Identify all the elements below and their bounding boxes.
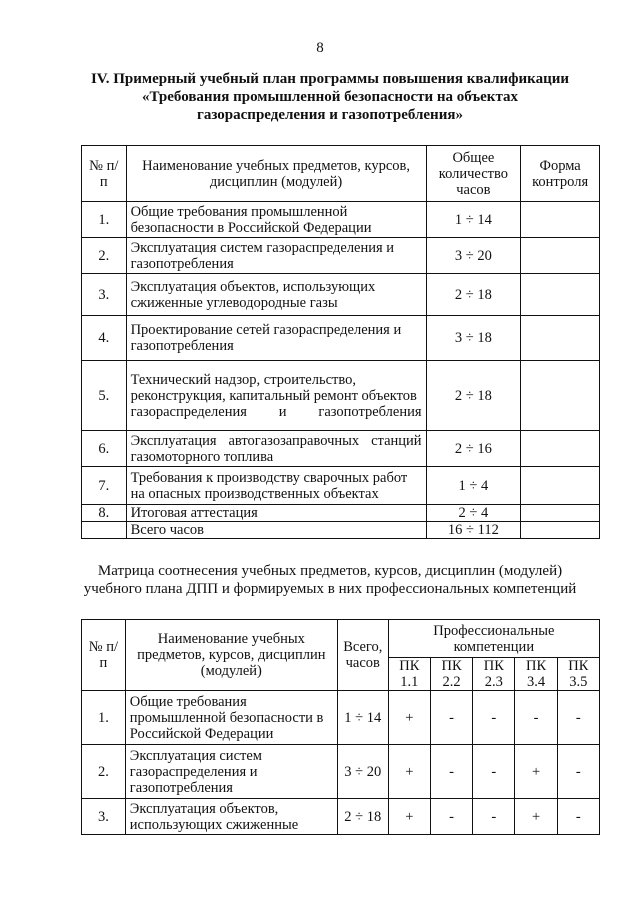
header-hours: Общее количество часов	[426, 146, 521, 202]
plan-row	[82, 431, 600, 467]
header-form: Форма контроля	[521, 146, 600, 202]
header-name: Наименование учебных предметов, курсов, дисциплин (модулей)	[126, 146, 426, 202]
row-num: 5.	[82, 361, 127, 431]
matrix-row-num: 2.	[82, 745, 126, 799]
row-form	[521, 274, 600, 316]
matrix-mark: -	[473, 745, 515, 799]
row-num: 7.	[82, 467, 127, 505]
row-num: 1.	[82, 202, 127, 238]
row-form	[521, 431, 600, 467]
matrix-mark: -	[473, 799, 515, 835]
row-name: Эксплуатация автогазозаправочных станций газомоторного топлива	[126, 431, 426, 467]
pk-header: ПК 3.4	[515, 658, 557, 691]
matrix-row-num: 1.	[82, 691, 126, 745]
matrix-row	[82, 745, 600, 799]
row-form	[521, 361, 600, 431]
matrix-header-num: № п/п	[82, 620, 126, 691]
matrix-row-num: 3.	[82, 799, 126, 835]
pk-header: ПК 2.3	[473, 658, 515, 691]
matrix-title	[70, 562, 590, 598]
row-num: 3.	[82, 274, 127, 316]
plan-row	[82, 316, 600, 361]
matrix-header-total: Всего, часов	[337, 620, 388, 691]
row-hours: 2 ÷ 4	[426, 505, 521, 522]
row-name: Эксплуатация систем газораспределения и газопотребления	[126, 238, 426, 274]
row-name: Технический надзор, строительство, реконструкция, капитальный ремонт объектов газораспределения и газопотребления	[126, 361, 426, 431]
competency-matrix-table	[81, 619, 600, 835]
matrix-row-name: Эксплуатация систем газораспределения и газопотребления	[125, 745, 337, 799]
plan-total-row	[82, 522, 600, 539]
title-line-1: IV. Примерный учебный план программы повышения квалификации	[90, 71, 570, 87]
row-form	[521, 505, 600, 522]
row-hours: 2 ÷ 18	[426, 274, 521, 316]
matrix-row-total: 1 ÷ 14	[337, 691, 388, 745]
total-hours: 16 ÷ 112	[426, 522, 521, 539]
row-num: 4.	[82, 316, 127, 361]
matrix-mark: +	[515, 799, 557, 835]
row-form	[521, 467, 600, 505]
matrix-row-name: Общие требования промышленной безопасности в Российской Федерации	[125, 691, 337, 745]
pk-header: ПК 1.1	[388, 658, 430, 691]
matrix-mark: -	[430, 691, 472, 745]
row-form	[521, 316, 600, 361]
matrix-mark: -	[515, 691, 557, 745]
plan-row	[82, 238, 600, 274]
matrix-row-name: Эксплуатация объектов, использующих сжиженные	[125, 799, 337, 835]
plan-row	[82, 467, 600, 505]
plan-header-row	[82, 146, 600, 202]
matrix-title-line-1: Матрица соотнесения учебных предметов, курсов, дисциплин (модулей)	[97, 563, 563, 579]
matrix-header-competencies: Профессиональные компетенции	[388, 620, 599, 658]
plan-row	[82, 202, 600, 238]
matrix-mark: -	[557, 745, 599, 799]
matrix-mark: +	[515, 745, 557, 799]
row-form	[521, 202, 600, 238]
row-name: Общие требования промышленной безопасности в Российской Федерации	[126, 202, 426, 238]
row-name: Эксплуатация объектов, использующих сжиженные углеводородные газы	[126, 274, 426, 316]
row-hours: 2 ÷ 18	[426, 361, 521, 431]
title-line-3: газораспределения и газопотребления»	[197, 107, 463, 123]
row-form	[521, 238, 600, 274]
row-hours: 1 ÷ 14	[426, 202, 521, 238]
matrix-mark: -	[557, 691, 599, 745]
matrix-mark: -	[557, 799, 599, 835]
page-number: 8	[316, 40, 324, 56]
title-line-2: «Требования промышленной безопасности на объектах	[141, 89, 519, 105]
matrix-row-total: 2 ÷ 18	[337, 799, 388, 835]
matrix-header-row	[82, 620, 600, 658]
row-name: Итоговая аттестация	[126, 505, 426, 522]
matrix-header-name: Наименование учебных предметов, курсов, дисциплин (модулей)	[125, 620, 337, 691]
matrix-mark: +	[388, 691, 430, 745]
pk-header: ПК 3.5	[557, 658, 599, 691]
plan-row	[82, 361, 600, 431]
header-num: № п/п	[82, 146, 127, 202]
matrix-mark: +	[388, 799, 430, 835]
pk-header: ПК 2.2	[430, 658, 472, 691]
matrix-row-total: 3 ÷ 20	[337, 745, 388, 799]
matrix-mark: -	[430, 745, 472, 799]
curriculum-plan-table	[81, 145, 600, 539]
document-title	[60, 70, 600, 124]
matrix-row	[82, 691, 600, 745]
matrix-row	[82, 799, 600, 835]
matrix-mark: -	[473, 691, 515, 745]
plan-row	[82, 505, 600, 522]
plan-row	[82, 274, 600, 316]
row-name: Проектирование сетей газораспределения и газопотребления	[126, 316, 426, 361]
matrix-mark: +	[388, 745, 430, 799]
matrix-mark: -	[430, 799, 472, 835]
row-hours: 1 ÷ 4	[426, 467, 521, 505]
matrix-title-line-2: учебного плана ДПП и формируемых в них профессиональных компетенций	[83, 581, 577, 597]
row-num: 8.	[82, 505, 127, 522]
row-num: 6.	[82, 431, 127, 467]
total-label: Всего часов	[126, 522, 426, 539]
row-hours: 2 ÷ 16	[426, 431, 521, 467]
row-hours: 3 ÷ 20	[426, 238, 521, 274]
row-num: 2.	[82, 238, 127, 274]
row-hours: 3 ÷ 18	[426, 316, 521, 361]
row-name: Требования к производству сварочных работ на опасных производственных объектах	[126, 467, 426, 505]
